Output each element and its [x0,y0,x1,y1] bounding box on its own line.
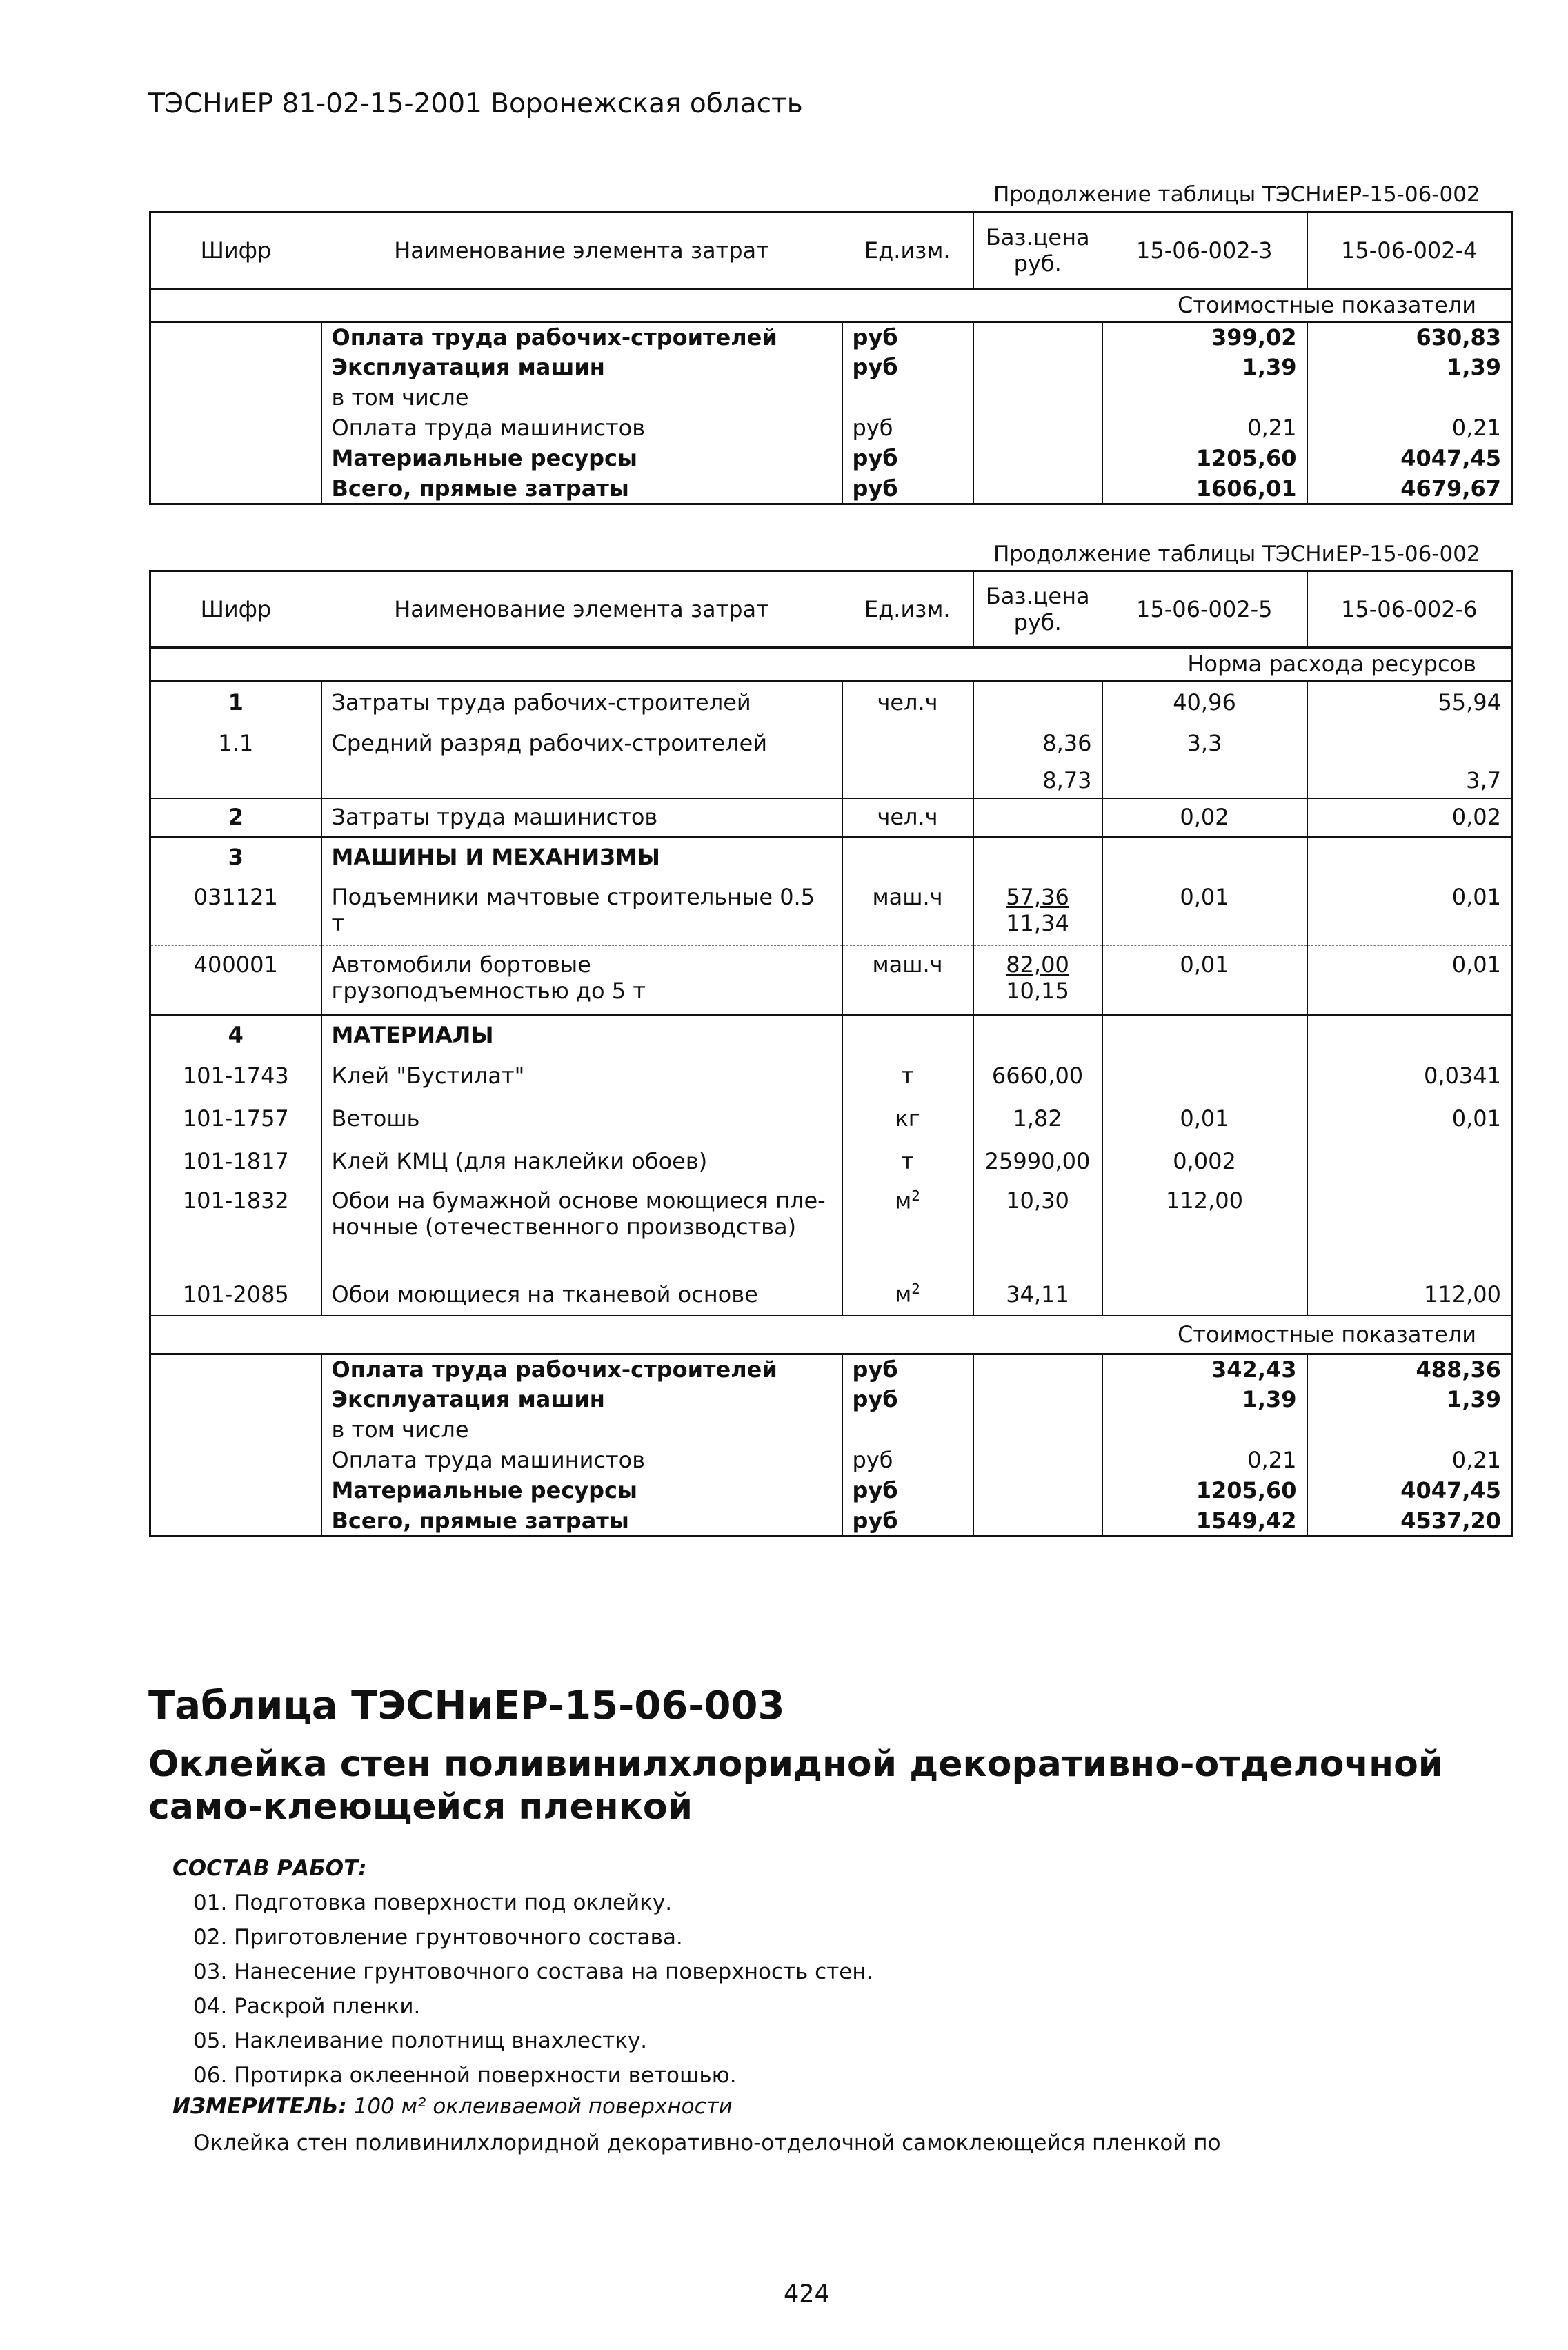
resource-table-2 [149,570,1513,1537]
work-step: 01. Подготовка поверхности под оклейку. [193,1890,673,1915]
section-row [150,1316,1512,1354]
row-unit: руб [842,1506,973,1537]
table-row [150,1445,1512,1476]
table-row [150,1506,1512,1537]
row-code: 101-1832 [150,1183,321,1274]
table-row [150,474,1512,504]
row-unit: руб [842,353,973,383]
row-name: Оплата труда машинистов [321,1445,842,1476]
row-unit: м [895,1281,912,1308]
row-name: Материальные ресурсы [321,444,842,474]
document-header: ТЭСНиЕР 81-02-15-2001 Воронежская область [148,88,803,119]
table-row [150,681,1512,724]
row-name: Оплата труда рабочих-строителей [321,322,842,353]
header-name: Наименование элемента затрат [321,213,842,289]
description-text: Оклейка стен поливинилхлоридной декоративно-отделочной самоклеющейся пленкой по [193,2131,1221,2155]
section-label: Стоимостные показатели [150,289,1512,322]
row-price: 34,11 [973,1274,1102,1316]
header-column-a: 15-06-002-3 [1102,213,1307,289]
row-value-b: 4047,45 [1307,1476,1512,1506]
table-title: Таблица ТЭСНиЕР-15-06-003 [148,1683,785,1728]
row-name: Подъемники мачтовые строительные 0.5 т [321,877,842,946]
table-row [150,1098,1512,1141]
row-unit: руб [842,1354,973,1385]
row-value-a: 0,01 [1102,1098,1307,1141]
table-row [150,1415,1512,1445]
row-value-b: 0,02 [1307,798,1512,837]
row-name: Клей "Бустилат" [321,1055,842,1098]
header-price: Баз.цена руб. [973,571,1102,648]
section-row [150,648,1512,681]
table-row [150,1141,1512,1183]
row-value-b: 0,0341 [1307,1055,1512,1098]
cost-table-1 [149,211,1513,505]
row-code: 2 [150,798,321,837]
row-name: в том числе [321,383,842,413]
row-unit-cell [842,1183,973,1274]
row-unit: маш.ч [842,946,973,1015]
row-price: 1,82 [973,1098,1102,1141]
row-code: 3 [150,837,321,877]
table-row [150,1015,1512,1055]
section-row [150,289,1512,322]
row-name: Средний разряд рабочих-строителей [321,724,842,764]
row-value-b: 4047,45 [1307,444,1512,474]
row-name: Эксплуатация машин [321,353,842,383]
row-unit-cell [842,1274,973,1316]
row-price: 10,30 [973,1183,1102,1274]
row-name: Затраты труда машинистов [321,798,842,837]
measure-label: ИЗМЕРИТЕЛЬ: [172,2094,347,2119]
row-value-a: 1606,01 [1102,474,1307,504]
table-continuation-label: Продолжение таблицы ТЭСНиЕР-15-06-002 [993,542,1480,566]
row-name: МАШИНЫ И МЕХАНИЗМЫ [321,837,842,877]
section-label: Стоимостные показатели [150,1316,1512,1354]
row-value-a: 3,3 [1102,724,1307,764]
row-value-b: 112,00 [1307,1274,1512,1316]
row-name: Обои моющиеся на тканевой основе [321,1274,842,1316]
row-unit: чел.ч [842,681,973,724]
row-code: 101-1757 [150,1098,321,1141]
row-value-a: 1,39 [1102,353,1307,383]
row-name: Всего, прямые затраты [321,474,842,504]
row-name: Оплата труда машинистов [321,413,842,444]
row-code: 031121 [150,877,321,946]
row-unit: руб [842,474,973,504]
row-name: Материальные ресурсы [321,1476,842,1506]
row-value-a: 112,00 [1102,1183,1307,1274]
row-unit: маш.ч [842,877,973,946]
header-unit: Ед.изм. [842,571,973,648]
header-code: Шифр [150,571,321,648]
row-code: 1.1 [150,724,321,764]
work-step: 03. Нанесение грунтовочного состава на поверхность стен. [193,1959,873,1984]
table-header-row [150,571,1512,648]
header-unit: Ед.изм. [842,213,973,289]
table-row [150,444,1512,474]
work-step: 02. Приготовление грунтовочного состава. [193,1925,683,1950]
table-row [150,837,1512,877]
row-price: 82,00 [1006,951,1069,978]
table-row [150,1385,1512,1415]
work-composition-heading: СОСТАВ РАБОТ: [172,1856,367,1881]
header-code: Шифр [150,213,321,289]
header-price: Баз.цена руб. [973,213,1102,289]
row-price: 25990,00 [973,1141,1102,1183]
row-value-a: 0,01 [1102,877,1307,946]
table-row [150,1274,1512,1316]
measure-line [172,2094,733,2119]
row-value-b: 0,01 [1307,877,1512,946]
row-code: 4 [150,1015,321,1055]
row-price: 6660,00 [973,1055,1102,1098]
work-step: 05. Наклеивание полотнищ внахлестку. [193,2028,648,2053]
row-unit: кг [842,1098,973,1141]
table-subtitle: Оклейка стен поливинилхлоридной декоративно-отделочной само-клеющейся пленкой [148,1744,1444,1828]
table-row [150,798,1512,837]
row-code: 1 [150,681,321,724]
row-value-b: 1,39 [1307,353,1512,383]
row-unit: чел.ч [842,798,973,837]
table-row [150,353,1512,383]
table-row [150,877,1512,946]
measure-value: 100 м² оклеиваемой поверхности [353,2094,733,2119]
row-value-b: 0,21 [1307,413,1512,444]
row-value-b: 0,21 [1307,1445,1512,1476]
row-unit: руб [842,1385,973,1415]
row-price [973,681,1102,724]
row-value-a: 1205,60 [1102,444,1307,474]
work-step: 06. Протирка оклеенной поверхности ветошью. [193,2063,737,2088]
row-code: 101-1743 [150,1055,321,1098]
row-name: МАТЕРИАЛЫ [321,1015,842,1055]
row-value-b: 1,39 [1307,1385,1512,1415]
row-value-a: 1205,60 [1102,1476,1307,1506]
row-price-cell [973,877,1102,946]
row-value-b: 0,01 [1307,1098,1512,1141]
row-price: 8,73 [973,764,1102,798]
table-row [150,1183,1512,1274]
header-name: Наименование элемента затрат [321,571,842,648]
row-price-secondary: 10,15 [1006,978,1069,1005]
row-value-b: 630,83 [1307,322,1512,353]
row-name: Ветошь [321,1098,842,1141]
table-row [150,1055,1512,1098]
row-value-b: 55,94 [1307,681,1512,724]
row-value-b: 4679,67 [1307,474,1512,504]
row-price: 8,36 [973,724,1102,764]
row-value-a: 0,002 [1102,1141,1307,1183]
row-value-b: 4537,20 [1307,1506,1512,1537]
row-name: Автомобили бортовые грузоподъемностью до 5 т [321,946,842,1015]
row-name: Клей КМЦ (для наклейки обоев) [321,1141,842,1183]
row-name: Эксплуатация машин [321,1385,842,1415]
table-row [150,413,1512,444]
table-header-row [150,213,1512,289]
row-value-a: 0,01 [1102,946,1307,1015]
header-column-a: 15-06-002-5 [1102,571,1307,648]
row-price-secondary: 11,34 [1006,909,1069,936]
row-value-a: 342,43 [1102,1354,1307,1385]
page-number: 424 [784,2280,830,2308]
row-unit: руб [842,1445,973,1476]
row-name-continued: ночные (отечественного производства) [331,1213,797,1240]
row-value-a: 1549,42 [1102,1506,1307,1537]
table-row [150,383,1512,413]
row-unit: т [842,1055,973,1098]
row-name: Всего, прямые затраты [321,1506,842,1537]
row-value-a: 0,02 [1102,798,1307,837]
row-value-a: 1,39 [1102,1385,1307,1415]
row-unit: т [842,1141,973,1183]
table-row [150,764,1512,798]
table-row [150,724,1512,764]
table-row [150,322,1512,353]
row-unit-exponent: 2 [911,1281,920,1298]
row-code: 101-2085 [150,1274,321,1316]
row-name: Оплата труда рабочих-строителей [321,1354,842,1385]
table-row [150,1354,1512,1385]
table-row [150,946,1512,1015]
row-unit-exponent: 2 [911,1187,920,1204]
row-value-b: 488,36 [1307,1354,1512,1385]
table-continuation-label: Продолжение таблицы ТЭСНиЕР-15-06-002 [993,182,1480,207]
row-value-b: 0,01 [1307,946,1512,1015]
row-price: 57,36 [1006,883,1069,910]
row-name: Обои на бумажной основе моющиеся пле- [331,1187,826,1214]
work-step: 04. Раскрой пленки. [193,1994,421,2019]
row-value-a: 0,21 [1102,1445,1307,1476]
row-price-cell [973,946,1102,1015]
row-value-a: 40,96 [1102,681,1307,724]
row-value-a: 399,02 [1102,322,1307,353]
table-row [150,1476,1512,1506]
row-unit: м [895,1187,912,1214]
section-label: Норма расхода ресурсов [150,648,1512,681]
row-unit: руб [842,322,973,353]
row-value-b: 3,7 [1307,764,1512,798]
row-name: в том числе [321,1415,842,1445]
row-value-a: 0,21 [1102,413,1307,444]
header-column-b: 15-06-002-4 [1307,213,1512,289]
header-column-b: 15-06-002-6 [1307,571,1512,648]
row-code: 400001 [150,946,321,1015]
row-unit: руб [842,1476,973,1506]
row-unit: руб [842,413,973,444]
row-name-cell [321,1183,842,1274]
row-unit: руб [842,444,973,474]
row-name: Затраты труда рабочих-строителей [321,681,842,724]
row-code: 101-1817 [150,1141,321,1183]
